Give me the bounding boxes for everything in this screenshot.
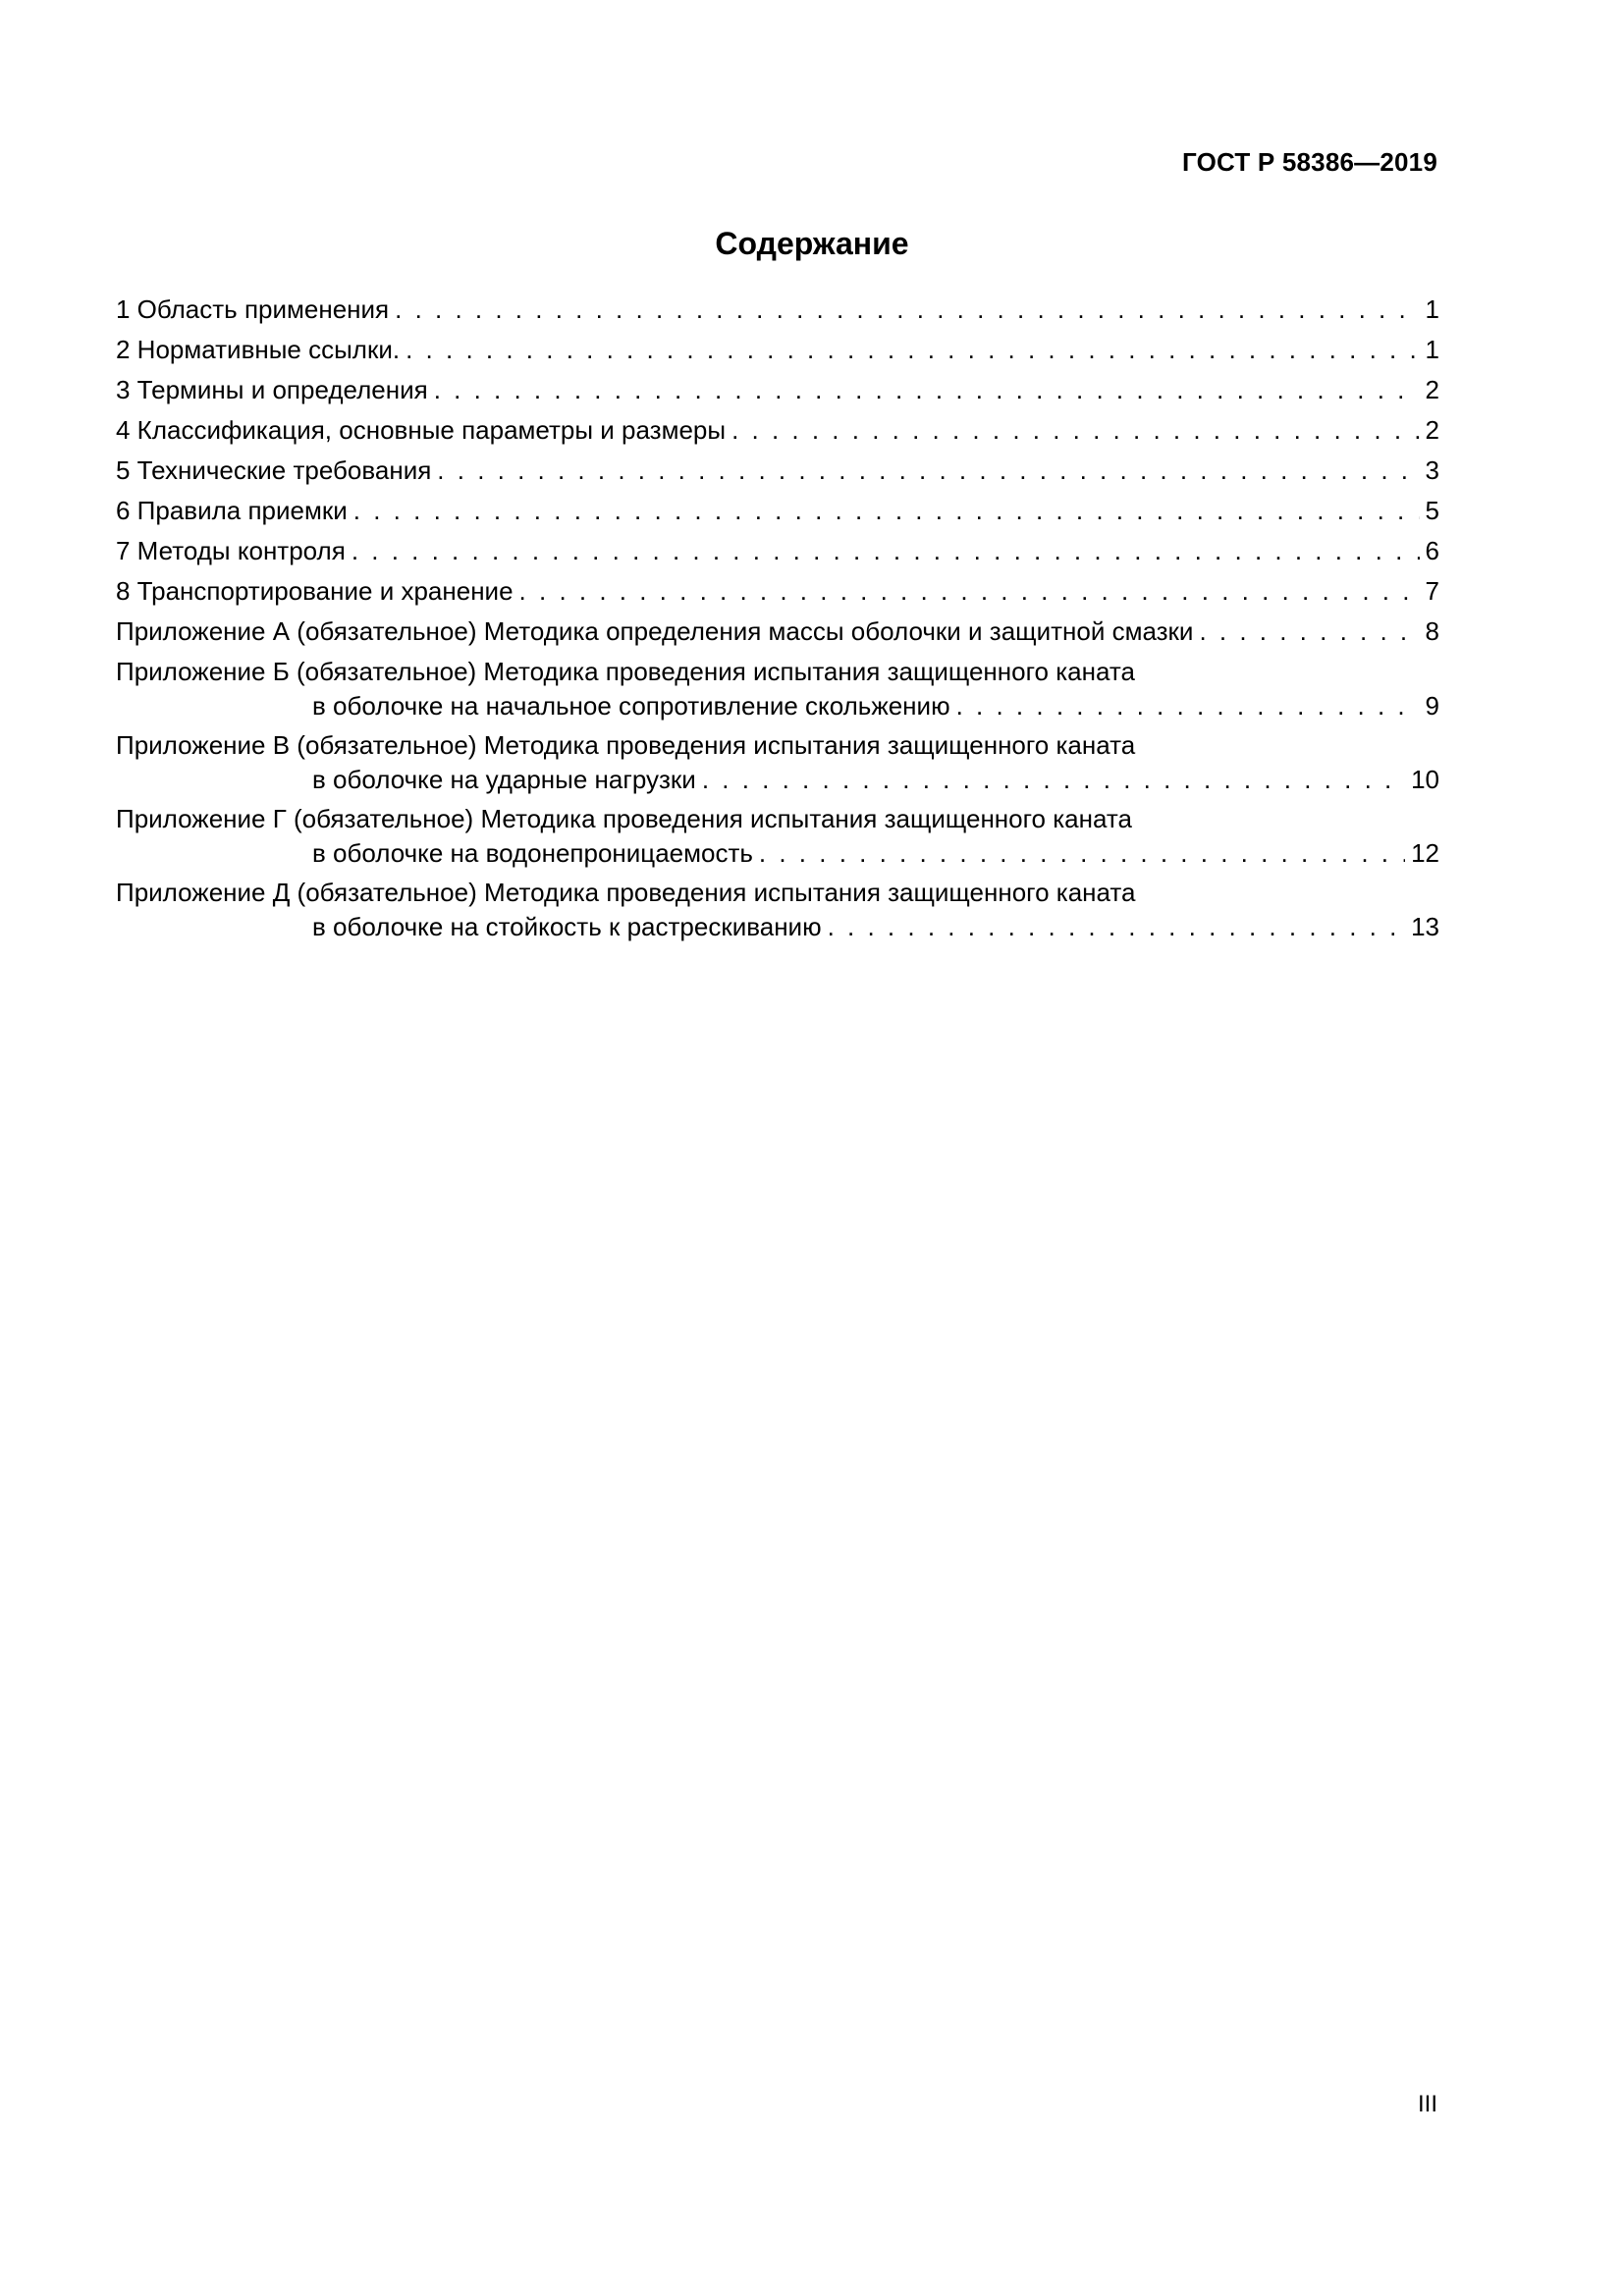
toc-entry-label: 2 Нормативные ссылки. xyxy=(116,335,401,364)
toc-entry-label: 8 Транспортирование и хранение xyxy=(116,576,514,606)
toc-entry-label: 6 Правила приемки xyxy=(116,496,348,525)
toc-entry-label: 4 Классификация, основные параметры и размеры xyxy=(116,415,727,445)
toc-entry-5[interactable] xyxy=(116,454,1439,488)
toc-title: Содержание xyxy=(715,226,909,261)
toc-entry-label-continued: в оболочке на стойкость к растрескиванию xyxy=(312,912,822,941)
toc-entry-label-continued: в оболочке на водонепроницаемость xyxy=(312,838,753,868)
toc-page-number: 2 xyxy=(1425,415,1439,445)
toc-entry-label: 7 Методы контроля xyxy=(116,536,346,565)
toc-entry-appendix-d[interactable] xyxy=(116,876,1439,944)
toc-entry-1[interactable] xyxy=(116,293,1439,327)
toc-entry-label: 1 Область применения xyxy=(116,294,390,324)
toc-page-number: 6 xyxy=(1425,536,1439,565)
toc-page-number: 13 xyxy=(1411,912,1439,941)
toc-entry-label-continued: в оболочке на начальное сопротивление скольжению xyxy=(312,691,950,721)
toc-entry-label: Приложение Б (обязательное) Методика проведения испытания защищенного каната xyxy=(116,657,1135,686)
toc-entry-label: Приложение Г (обязательное) Методика проведения испытания защищенного каната xyxy=(116,804,1132,833)
toc-entry-4[interactable] xyxy=(116,413,1439,448)
toc-entry-appendix-b[interactable] xyxy=(116,655,1439,723)
toc-entry-8[interactable] xyxy=(116,574,1439,609)
toc-entry-label: Приложение А (обязательное) Методика определения массы оболочки и защитной смазки xyxy=(116,616,1194,646)
toc-entry-appendix-v[interactable] xyxy=(116,728,1439,797)
toc-page-number: 1 xyxy=(1425,294,1439,324)
toc-page-number: 12 xyxy=(1411,838,1439,868)
toc-entry-appendix-g[interactable] xyxy=(116,802,1439,871)
toc-page-number: 8 xyxy=(1425,616,1439,646)
toc-entry-label-continued: в оболочке на ударные нагрузки xyxy=(312,765,696,794)
toc-page-number: 10 xyxy=(1411,765,1439,794)
table-of-contents xyxy=(116,293,1439,949)
toc-entry-label: 3 Термины и определения xyxy=(116,375,428,404)
toc-entry-appendix-a[interactable] xyxy=(116,614,1439,649)
document-number: ГОСТ Р 58386—2019 xyxy=(1182,147,1437,177)
toc-entry-label: 5 Технические требования xyxy=(116,455,432,485)
toc-entry-6[interactable] xyxy=(116,494,1439,528)
toc-page-number: 2 xyxy=(1425,375,1439,404)
toc-entry-label: Приложение Д (обязательное) Методика проведения испытания защищенного каната xyxy=(116,878,1136,907)
toc-page-number: 9 xyxy=(1425,691,1439,721)
toc-entry-7[interactable] xyxy=(116,534,1439,568)
toc-page-number: 3 xyxy=(1425,455,1439,485)
toc-entry-label: Приложение В (обязательное) Методика проведения испытания защищенного каната xyxy=(116,730,1136,760)
toc-entry-2[interactable] xyxy=(116,333,1439,367)
toc-page-number: 5 xyxy=(1425,496,1439,525)
toc-page-number: 1 xyxy=(1425,335,1439,364)
toc-entry-3[interactable] xyxy=(116,373,1439,407)
page-number: III xyxy=(1417,2091,1437,2117)
toc-page-number: 7 xyxy=(1425,576,1439,606)
